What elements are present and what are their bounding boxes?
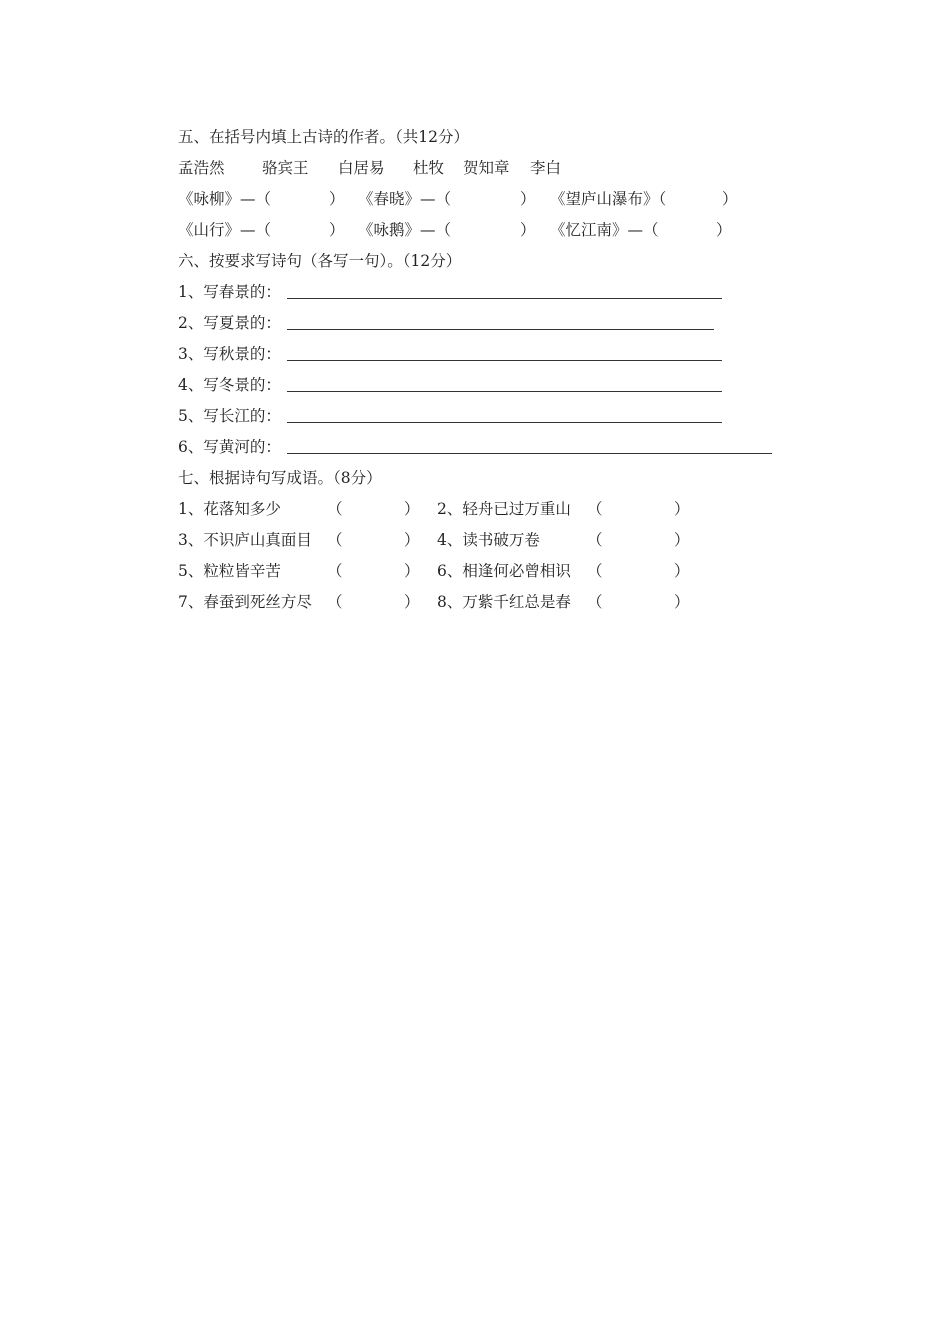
- poem-title: 《山行》—（: [178, 221, 272, 239]
- idiom-prompt: 7、春蚕到死丝方尽: [178, 593, 312, 611]
- section7-heading: 七、根据诗句写成语。（8分）: [178, 469, 382, 487]
- blank-open: （: [327, 562, 343, 580]
- blank-close: ）: [716, 221, 732, 239]
- section6-heading: 六、按要求写诗句（各写一句）。（12分）: [178, 252, 462, 270]
- blank-open: （: [327, 531, 343, 549]
- poem-prompt: 3、写秋景的：: [178, 345, 281, 363]
- author-option: 白居易: [338, 159, 385, 177]
- author-option: 贺知章: [463, 159, 510, 177]
- poem-title: 《咏鹅》—（: [358, 221, 452, 239]
- author-option: 孟浩然: [178, 159, 225, 177]
- blank-close: ）: [520, 221, 536, 239]
- blank-close: ）: [674, 562, 690, 580]
- blank-close: ）: [520, 190, 536, 208]
- blank-close: ）: [404, 531, 420, 549]
- poem-prompt: 4、写冬景的：: [178, 376, 281, 394]
- blank-open: （: [587, 562, 603, 580]
- poem-prompt: 5、写长江的：: [178, 407, 281, 425]
- idiom-prompt: 3、不识庐山真面目: [178, 531, 312, 549]
- blank-open: （: [327, 593, 343, 611]
- idiom-prompt: 5、粒粒皆辛苦: [178, 562, 281, 580]
- idiom-prompt: 2、轻舟已过万重山: [437, 500, 571, 518]
- poem-title: 《忆江南》—（: [550, 221, 659, 239]
- section5-heading: 五、在括号内填上古诗的作者。（共12分）: [178, 128, 469, 146]
- blank-close: ）: [674, 593, 690, 611]
- blank-close: ）: [329, 221, 345, 239]
- blank-close: ）: [404, 562, 420, 580]
- poem-title: 《咏柳》—（: [178, 190, 272, 208]
- author-option: 杜牧: [413, 159, 445, 177]
- answer-line[interactable]: [287, 422, 722, 423]
- answer-line[interactable]: [287, 329, 714, 330]
- poem-prompt: 2、写夏景的：: [178, 314, 281, 332]
- blank-close: ）: [722, 190, 738, 208]
- answer-line[interactable]: [287, 360, 722, 361]
- blank-open: （: [587, 500, 603, 518]
- blank-close: ）: [674, 500, 690, 518]
- answer-line[interactable]: [287, 453, 772, 454]
- poem-prompt: 1、写春景的：: [178, 283, 281, 301]
- blank-close: ）: [329, 190, 345, 208]
- poem-title: 《望庐山瀑布》（: [550, 190, 667, 208]
- answer-line[interactable]: [287, 391, 722, 392]
- idiom-prompt: 1、花落知多少: [178, 500, 281, 518]
- author-option: 骆宾王: [262, 159, 309, 177]
- blank-close: ）: [404, 593, 420, 611]
- poem-prompt: 6、写黄河的：: [178, 438, 281, 456]
- blank-open: （: [327, 500, 343, 518]
- blank-open: （: [587, 593, 603, 611]
- poem-title: 《春晓》—（: [358, 190, 452, 208]
- blank-close: ）: [404, 500, 420, 518]
- author-option: 李白: [530, 159, 562, 177]
- idiom-prompt: 4、读书破万卷: [437, 531, 540, 549]
- answer-line[interactable]: [287, 298, 722, 299]
- idiom-prompt: 6、相逢何必曾相识: [437, 562, 571, 580]
- blank-open: （: [587, 531, 603, 549]
- blank-close: ）: [674, 531, 690, 549]
- idiom-prompt: 8、万紫千红总是春: [437, 593, 571, 611]
